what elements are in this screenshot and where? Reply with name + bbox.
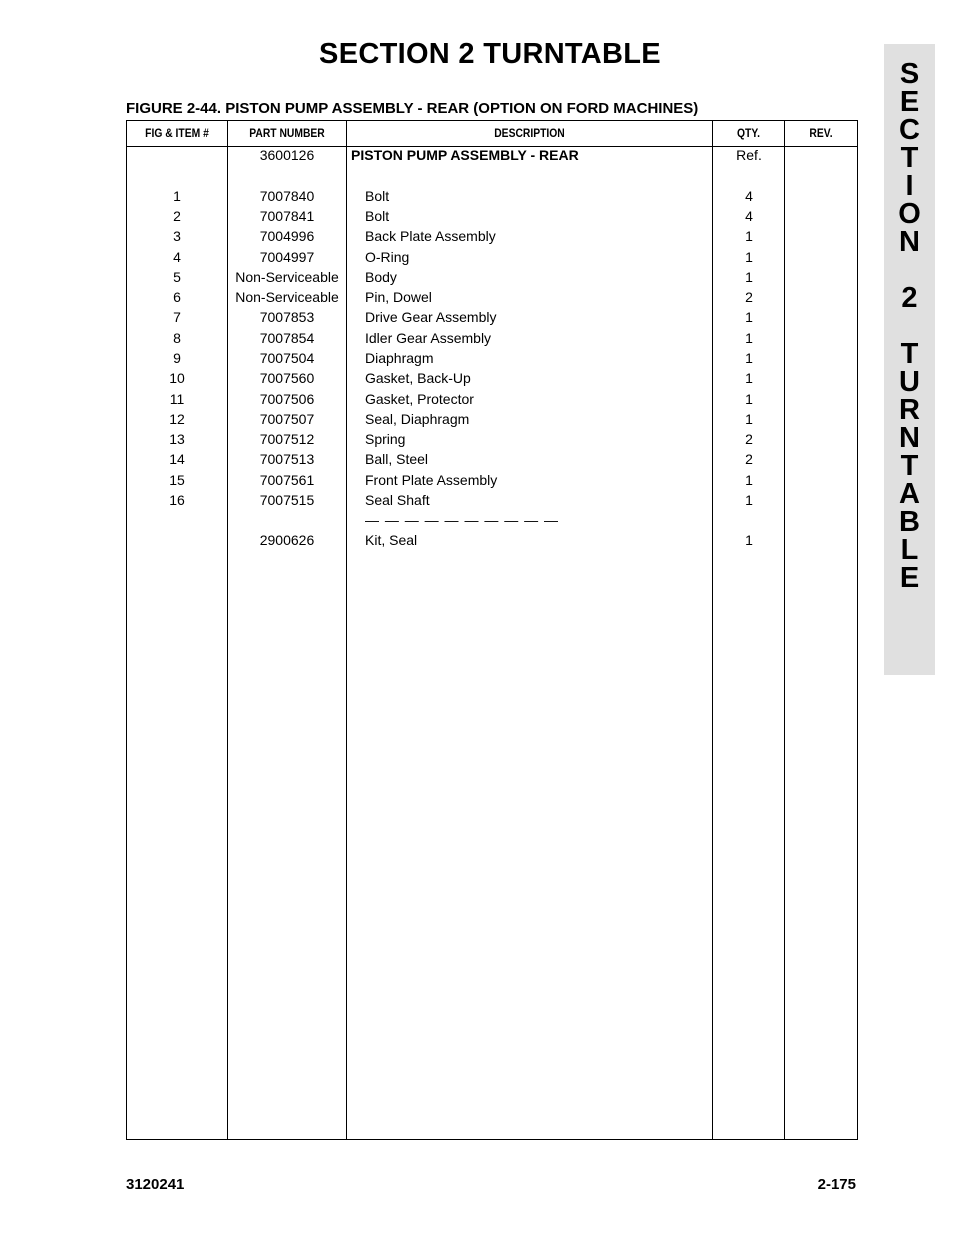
part-number-cell: 7007840 [259,188,315,204]
document-number: 3120241 [126,1176,185,1193]
table-row [127,530,857,550]
description-cell: Bolt [365,208,390,224]
item-number-cell: 5 [173,269,181,285]
table-row [127,226,857,246]
description-cell: Pin, Dowel [365,289,432,305]
part-number-cell: 7007841 [259,208,315,224]
table-row [127,470,857,490]
quantity-cell: 2 [745,451,753,467]
description-cell: — — — — — — — — — — [365,512,560,528]
quantity-cell: Ref. [736,147,762,163]
header-description: DESCRIPTION [494,126,565,140]
side-tab-letter: T [900,338,919,370]
item-number-cell: 16 [169,492,185,508]
quantity-cell: 1 [745,370,753,386]
description-cell: Gasket, Back-Up [365,370,471,386]
side-tab-letter: I [905,170,914,202]
quantity-cell: 2 [745,431,753,447]
part-number-cell: 7004996 [259,228,315,244]
table-row [127,429,857,449]
description-cell: Gasket, Protector [365,391,474,407]
description-cell: Back Plate Assembly [365,228,496,244]
table-row [127,145,857,165]
description-cell: Body [365,269,397,285]
item-number-cell: 10 [169,370,185,386]
quantity-cell: 1 [745,228,753,244]
quantity-cell: 4 [745,188,753,204]
figure-title: FIGURE 2-44. PISTON PUMP ASSEMBLY - REAR (OPTION ON FORD MACHINES) [126,100,699,117]
side-tab-letter: B [899,506,920,538]
part-number-cell: 7007853 [259,309,315,325]
quantity-cell: 1 [745,330,753,346]
part-number-cell: 7007854 [259,330,315,346]
description-cell: Idler Gear Assembly [365,330,492,346]
table-row [127,287,857,307]
table-row [127,490,857,510]
description-cell: Kit, Seal [365,532,418,548]
part-number-cell: 7007504 [259,350,315,366]
table-row [127,307,857,327]
header-part-number: PART NUMBER [249,126,325,140]
parts-table [126,120,858,1140]
quantity-cell: 1 [745,249,753,265]
part-number-cell: 7007507 [259,411,315,427]
part-number-cell: 7007560 [259,370,315,386]
table-row [127,206,857,226]
item-number-cell: 13 [169,431,185,447]
item-number-cell: 9 [173,350,181,366]
quantity-cell: 1 [745,492,753,508]
item-number-cell: 7 [173,309,181,325]
part-number-cell: 7007512 [259,431,315,447]
quantity-cell: 4 [745,208,753,224]
item-number-cell: 15 [169,472,185,488]
part-number-cell: 3600126 [259,147,315,163]
part-number-cell: 2900626 [259,532,315,548]
part-number-cell: Non-Serviceable [235,289,339,305]
quantity-cell: 1 [745,532,753,548]
side-tab-letter: N [899,422,920,454]
quantity-cell: 1 [745,472,753,488]
section-side-tab [884,44,935,675]
side-tab-letter: T [900,142,919,174]
part-number-cell: 7007506 [259,391,315,407]
page-title: SECTION 2 TURNTABLE [319,38,661,70]
side-tab-letter: L [900,534,919,566]
item-number-cell: 4 [173,249,181,265]
description-cell: Seal, Diaphragm [365,411,470,427]
description-cell: Ball, Steel [365,451,429,467]
part-number-cell: Non-Serviceable [235,269,339,285]
part-number-cell: 7004997 [259,249,315,265]
side-tab-letter: T [900,450,919,482]
side-tab-letter: E [899,562,920,594]
side-tab-letter: N [899,226,920,258]
quantity-cell: 1 [745,411,753,427]
description-cell: Seal Shaft [365,492,430,508]
header-qty: QTY. [737,126,760,140]
quantity-cell: 1 [745,350,753,366]
header-fig-item: FIG & ITEM # [145,126,209,140]
side-tab-letter: U [899,366,920,398]
table-row [127,368,857,388]
description-cell: O-Ring [365,249,410,265]
item-number-cell: 8 [173,330,181,346]
side-tab-letter: O [898,198,921,230]
item-number-cell: 2 [173,208,181,224]
table-row [127,449,857,469]
description-cell: Diaphragm [365,350,434,366]
description-cell: Drive Gear Assembly [365,309,497,325]
item-number-cell: 1 [173,188,181,204]
quantity-cell: 1 [745,269,753,285]
quantity-cell: 1 [745,391,753,407]
table-row [127,348,857,368]
side-tab-letter: R [899,394,920,426]
table-row [127,389,857,409]
part-number-cell: 7007513 [259,451,315,467]
part-number-cell: 7007561 [259,472,315,488]
item-number-cell: 6 [173,289,181,305]
description-cell: Spring [365,431,406,447]
description-cell: Bolt [365,188,390,204]
header-rev: REV. [809,126,833,140]
table-row [127,186,857,206]
item-number-cell: 14 [169,451,185,467]
table-row [127,247,857,267]
page-number: 2-175 [817,1176,856,1193]
side-tab-letter: C [899,114,920,146]
table-row [127,267,857,287]
description-cell: Front Plate Assembly [365,472,498,488]
side-tab-letter: E [899,86,920,118]
side-tab-letter: S [899,58,920,90]
item-number-cell: 12 [169,411,185,427]
part-number-cell: 7007515 [259,492,315,508]
table-row [127,328,857,348]
description-cell: PISTON PUMP ASSEMBLY - REAR [351,147,579,163]
side-tab-letter: 2 [901,282,918,314]
separator-row [127,510,857,530]
item-number-cell: 11 [169,391,185,407]
item-number-cell: 3 [173,228,181,244]
table-row [127,409,857,429]
quantity-cell: 2 [745,289,753,305]
side-tab-letter: A [899,478,920,510]
quantity-cell: 1 [745,309,753,325]
